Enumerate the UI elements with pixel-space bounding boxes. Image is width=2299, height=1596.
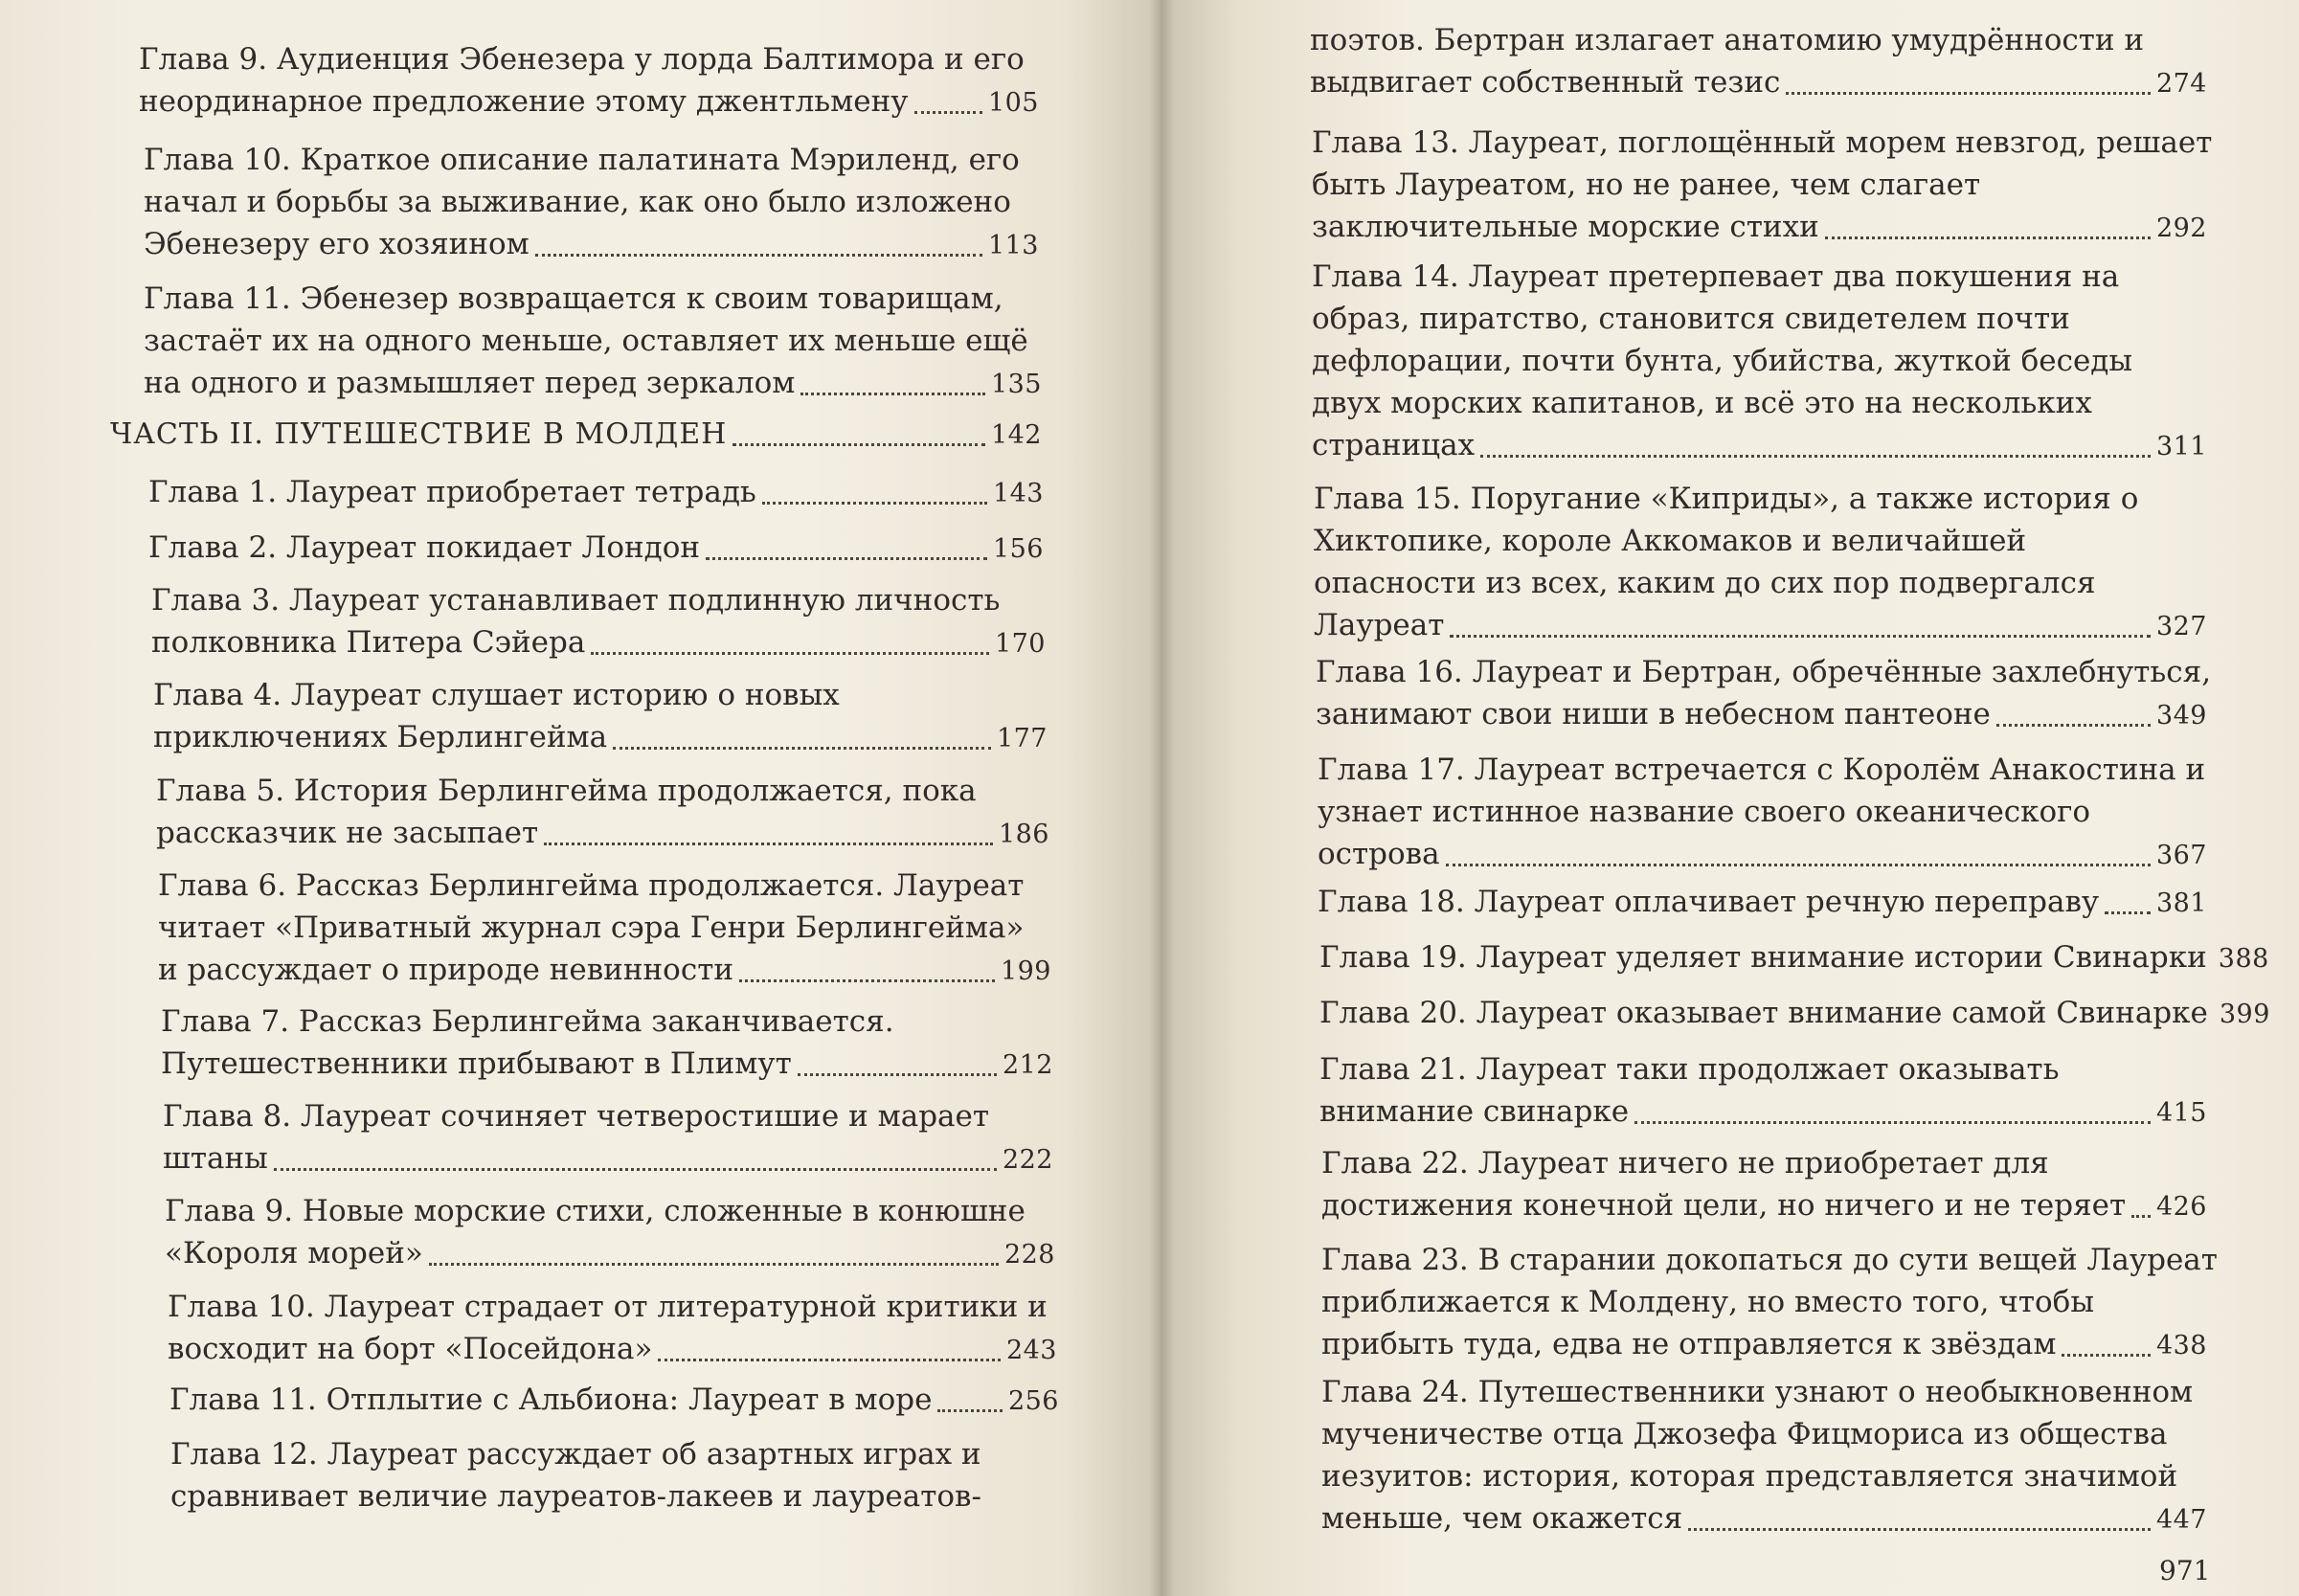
toc-entry-title-line: образ, пиратство, становится свидетелем почти — [1312, 302, 2070, 336]
toc-page-number: 438 — [2155, 1331, 2207, 1360]
toc-entry — [1321, 1142, 2207, 1228]
toc-entry — [1319, 1048, 2207, 1135]
dot-leader — [1450, 635, 2151, 638]
toc-entry — [139, 38, 1039, 124]
toc-entry — [1312, 256, 2207, 468]
toc-entry-title-line: застаёт их на одного меньше, оставляет их меньше ещё — [144, 324, 1028, 358]
toc-page-number: 399 — [2219, 1000, 2270, 1029]
toc-entry-title-line: рассказчик не засыпает — [156, 816, 539, 850]
toc-entry-title-line: Глава 9. Аудиенция Эбенезера у лорда Балтимора и его — [139, 42, 1025, 77]
toc-entry — [165, 1190, 1055, 1276]
toc-page-number: 292 — [2155, 214, 2207, 243]
toc-entry-title-line: страницах — [1312, 428, 1476, 462]
toc-entry-title-line: Глава 10. Краткое описание палатината Мэриленд, его — [144, 143, 1020, 177]
dot-leader — [1446, 864, 2151, 866]
toc-entry-title-line: внимание свинарке — [1319, 1094, 1630, 1129]
dot-leader — [658, 1359, 1001, 1361]
toc-entry-title-line: Глава 17. Лауреат встречается с Королём Анакостина и — [1318, 753, 2206, 787]
toc-page-number: 367 — [2155, 841, 2207, 870]
toc-entry-title-line: читает «Приватный журнал сэра Генри Берлингейма» — [158, 910, 1025, 945]
toc-entry-title-line: приближается к Молдену, но вместо того, чтобы — [1321, 1285, 2095, 1319]
toc-entry-title-line: «Короля морей» — [165, 1236, 423, 1270]
toc-entry-title-line: прибыть туда, едва не отправляется к звёздам — [1321, 1327, 2057, 1361]
toc-entry-title-line: Глава 15. Поругание «Киприды», а также история о — [1314, 482, 2139, 516]
toc-entry-title-line: Глава 19. Лауреат уделяет внимание истории Свинарки — [1319, 940, 2207, 975]
toc-entry-title-line: Глава 12. Лауреат рассуждает об азартных играх и — [170, 1437, 981, 1472]
toc-page-number: 426 — [2155, 1192, 2207, 1222]
toc-page-number: 349 — [2155, 701, 2207, 731]
toc-entry-title-line: Глава 5. История Берлингейма продолжается, пока — [156, 774, 977, 808]
toc-entry-title-line: восходит на борт «Посейдона» — [168, 1332, 653, 1366]
toc-page-number: 447 — [2155, 1505, 2207, 1535]
toc-entry — [148, 471, 1044, 515]
toc-page-number: 105 — [987, 88, 1039, 118]
toc-entry-title-line: начал и борьбы за выживание, как оно было изложено — [144, 185, 1011, 219]
toc-entry-title-line: Глава 7. Рассказ Берлингейма заканчивается. — [161, 1004, 894, 1039]
toc-page-number: 228 — [1003, 1240, 1055, 1270]
toc-entry-title-line: Глава 1. Лауреат приобретает тетрадь — [148, 475, 756, 509]
toc-page-number: 135 — [990, 370, 1042, 399]
dot-leader — [2131, 1215, 2151, 1218]
toc-entry-title-line: неординарное предложение этому джентльмену — [139, 84, 909, 119]
toc-entry-title-line: опасности из всех, каким до сих пор подвергался — [1314, 566, 2096, 600]
dot-leader — [1786, 92, 2151, 95]
toc-entry-title-line: Глава 10. Лауреат страдает от литературной критики и — [168, 1290, 1048, 1324]
toc-entry-title-line: Глава 13. Лауреат, поглощённый морем невзгод, решает — [1312, 125, 2213, 160]
toc-entry — [163, 1095, 1053, 1181]
toc-entry — [1310, 19, 2207, 105]
dot-leader — [1996, 724, 2151, 727]
toc-page-number: 113 — [987, 231, 1039, 260]
toc-page-number: 256 — [1007, 1386, 1059, 1416]
toc-entry-title-line: полковника Питера Сэйера — [151, 625, 586, 660]
toc-entry-title-line: Глава 11. Отплытие с Альбиона: Лауреат в море — [169, 1382, 933, 1417]
toc-page-number: 143 — [992, 479, 1044, 508]
dot-leader — [1480, 455, 2151, 458]
toc-entry — [1312, 122, 2213, 250]
dot-leader — [1688, 1528, 2151, 1531]
toc-entry-title-line: поэтов. Бертран излагает анатомию умудрённости и — [1310, 23, 2145, 57]
toc-entry-title-line: быть Лауреатом, но не ранее, чем слагает — [1312, 168, 1981, 202]
toc-page-number: 199 — [1000, 956, 1051, 986]
toc-entry — [1319, 936, 2269, 980]
dot-leader — [798, 1073, 997, 1076]
toc-entry — [1318, 749, 2207, 877]
toc-entry — [144, 139, 1039, 267]
toc-entry — [1318, 881, 2207, 925]
toc-entry-title-line: заключительные морские стихи — [1312, 210, 1819, 244]
toc-entry — [1321, 1239, 2218, 1367]
toc-entry-title-line: Эбенезеру его хозяином — [144, 227, 530, 261]
toc-entry-title-line: Глава 21. Лауреат таки продолжает оказывать — [1319, 1052, 2060, 1087]
toc-page-number: 186 — [998, 820, 1049, 849]
toc-page-number: 156 — [992, 534, 1044, 564]
toc-page-number: 177 — [996, 724, 1048, 753]
toc-page-number: 381 — [2155, 888, 2207, 918]
toc-entry — [1314, 478, 2207, 648]
toc-entry — [148, 527, 1044, 571]
toc-page-number: 327 — [2155, 612, 2207, 641]
toc-page-number: 243 — [1005, 1336, 1057, 1365]
dot-leader — [762, 502, 987, 505]
toc-entry-title-line: Глава 6. Рассказ Берлингейма продолжается. Лауреат — [158, 868, 1025, 903]
toc-page-number: 222 — [1002, 1145, 1053, 1175]
toc-entry-title-line: острова — [1318, 837, 1440, 871]
dot-leader — [937, 1409, 1002, 1412]
toc-entry-title-line: мученичестве отца Джозефа Фицмориса из общества — [1321, 1417, 2168, 1451]
page-number: 971 — [2159, 1555, 2211, 1586]
dot-leader — [2062, 1354, 2151, 1357]
toc-entry — [151, 579, 1046, 665]
toc-page-number: 142 — [990, 420, 1042, 450]
dot-leader — [591, 652, 989, 655]
toc-entry-title-line: Глава 22. Лауреат ничего не приобретает для — [1321, 1146, 2049, 1180]
toc-entry-title-line: приключениях Берлингейма — [153, 720, 608, 754]
toc-entry — [110, 414, 1042, 457]
dot-leader — [706, 557, 987, 560]
dot-leader — [274, 1168, 997, 1171]
toc-page-number: 311 — [2155, 432, 2207, 461]
toc-entry-title-line: достижения конечной цели, но ничего и не теряет — [1321, 1188, 2127, 1223]
dot-leader — [2105, 911, 2151, 914]
toc-page-number: 274 — [2155, 69, 2207, 99]
toc-entry-title-line: Глава 16. Лауреат и Бертран, обречённые захлебнуться, — [1316, 655, 2212, 689]
toc-entry-title-line: Путешественники прибывают в Плимут — [161, 1046, 792, 1081]
dot-leader — [739, 979, 995, 982]
toc-entry-title-line: узнает истинное название своего океанического — [1318, 795, 2091, 829]
toc-entry — [153, 674, 1048, 760]
toc-entry-title-line: Глава 18. Лауреат оплачивает речную переправу — [1318, 885, 2100, 919]
toc-entry-title-line: Глава 8. Лауреат сочиняет четверостишие и марает — [163, 1099, 990, 1134]
dot-leader — [429, 1263, 999, 1266]
toc-entry-title-line: Глава 4. Лауреат слушает историю о новых — [153, 678, 840, 712]
dot-leader — [535, 254, 982, 257]
toc-entry-title-line: Глава 9. Новые морские стихи, сложенные в конюшне — [165, 1194, 1026, 1228]
toc-entry-title-line: иезуитов: история, которая представляется значимой — [1321, 1459, 2178, 1494]
toc-entry — [170, 1433, 1059, 1517]
toc-entry — [168, 1286, 1057, 1372]
toc-entry-title-line: ЧАСТЬ II. ПУТЕШЕСТВИЕ В МОЛДЕН — [110, 417, 728, 451]
toc-entry-title-line: Глава 23. В старании докопаться до сути вещей Лауреат — [1321, 1243, 2218, 1277]
toc-page-number: 212 — [1002, 1050, 1053, 1080]
dot-leader — [800, 393, 985, 395]
toc-entry-title-line: сравнивает величие лауреатов-лакеев и лауреатов- — [170, 1479, 981, 1514]
toc-entry — [144, 278, 1042, 406]
toc-entry-title-line: и рассуждает о природе невинности — [158, 953, 734, 987]
dot-leader — [1825, 236, 2151, 239]
toc-page-number: 388 — [2218, 944, 2269, 974]
toc-entry-title-line: Глава 2. Лауреат покидает Лондон — [148, 530, 701, 565]
toc-entry-title-line: Глава 11. Эбенезер возвращается к своим товарищам, — [144, 281, 1003, 316]
toc-entry-title-line: Глава 14. Лауреат претерпевает два покушения на — [1312, 259, 2120, 294]
toc-entry-title-line: Глава 24. Путешественники узнают о необыкновенном — [1321, 1375, 2194, 1409]
dot-leader — [544, 843, 993, 845]
toc-entry-title-line: на одного и размышляет перед зеркалом — [144, 366, 796, 400]
toc-page-number: 415 — [2155, 1098, 2207, 1128]
toc-entry — [161, 1000, 1053, 1087]
toc-entry — [158, 865, 1051, 993]
toc-entry-title-line: Глава 3. Лауреат устанавливает подлинную личность — [151, 583, 1001, 618]
toc-entry-title-line: двух морских капитанов, и всё это на нескольких — [1312, 386, 2092, 420]
toc-entry-title-line: Лауреат — [1314, 608, 1445, 642]
dot-leader — [733, 443, 985, 446]
toc-entry-title-line: Хиктопике, короле Аккомаков и величайшей — [1314, 524, 2027, 558]
dot-leader — [1634, 1121, 2151, 1124]
dot-leader — [914, 111, 982, 114]
book-gutter — [1149, 0, 1174, 1596]
toc-entry-title-line: дефлорации, почти бунта, убийства, жуткой беседы — [1312, 344, 2133, 378]
toc-entry — [156, 770, 1049, 856]
toc-entry-title-line: штаны — [163, 1141, 268, 1176]
toc-entry-title-line: занимают свои ниши в небесном пантеоне — [1316, 697, 1991, 731]
toc-entry-title-line: выдвигает собственный тезис — [1310, 65, 1781, 100]
toc-entry — [1321, 1371, 2207, 1541]
toc-entry-title-line: меньше, чем окажется — [1321, 1501, 1683, 1536]
toc-page-number: 170 — [994, 629, 1046, 659]
toc-entry-title-line: Глава 20. Лауреат оказывает внимание самой Свинарке — [1319, 996, 2208, 1030]
toc-entry — [169, 1379, 1059, 1423]
toc-entry — [1319, 992, 2270, 1036]
dot-leader — [613, 747, 991, 750]
toc-entry — [1316, 651, 2212, 737]
